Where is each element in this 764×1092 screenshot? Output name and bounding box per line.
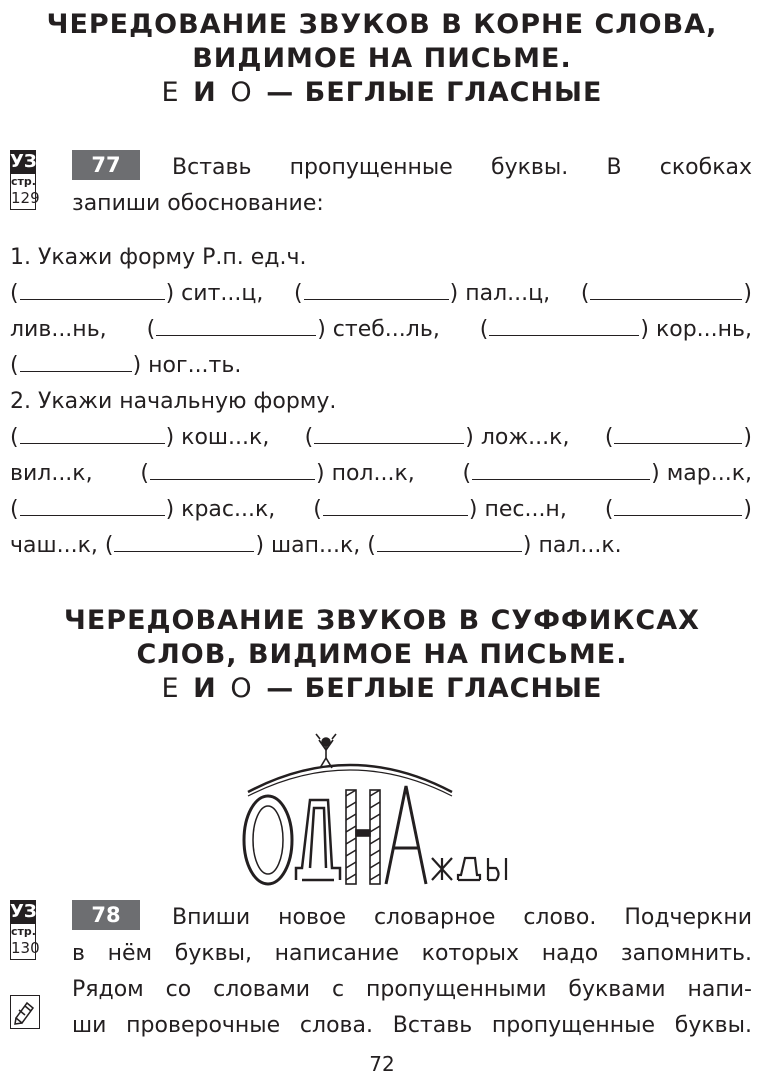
answer-row: ( ) сит...ц, ( ) пал...ц, ( ) [10,276,752,312]
part1-title: 1. Укажи форму Р.п. ед.ч. [10,245,307,270]
word: лож...к, [480,425,570,450]
answer-blank[interactable] [472,457,650,480]
vowel-o: О [230,77,255,108]
task-line: ши проверочные слова. Вставь пропущенные буквы. [72,1013,752,1038]
title-vowels-line [0,672,764,706]
answer-row: ( ) кош...к, ( ) лож...к, ( ) [10,420,752,456]
title-line: ЧЕРЕДОВАНИЕ ЗВУКОВ В КОРНЕ СЛОВА, [46,9,718,40]
answer-blank[interactable] [150,457,315,480]
textbook-page-ref [10,924,40,960]
word: ног...ть. [148,353,242,378]
word: кор...нь, [655,317,752,342]
answer-blank[interactable] [614,493,742,516]
answer-row: ( ) крас...к, ( ) пес...н, ( ) [10,492,752,528]
answer-blank[interactable] [20,421,165,444]
vowel-i: И [193,673,219,704]
word: мар...к, [666,461,753,486]
word: шап...к, [271,533,361,558]
answer-row: лив...нь, ( ) стеб...ль, ( ) кор...нь, [10,312,752,348]
page-ref-number: 130 [11,939,40,957]
answer-blank[interactable] [20,277,165,300]
answer-blank[interactable] [114,529,254,552]
answer-blank[interactable] [377,529,522,552]
task-line: запиши обоснование: [72,191,324,216]
answer-blank[interactable] [304,277,449,300]
page-ref-label: стр. [11,175,36,188]
word: кош...к, [181,425,270,450]
task-line: Впиши новое словарное слово. Подчеркни [172,905,752,930]
part2-title: 2. Укажи начальную форму. [10,389,337,414]
uz-badge: УЗ [10,901,37,922]
page-number: 72 [369,1052,395,1076]
title-line: ВИДИМОЕ НА ПИСЬМЕ. [192,43,572,74]
title-vowels-line [0,76,764,110]
title-rest: — БЕГЛЫЕ ГЛАСНЫЕ [266,77,603,108]
odnazhdy-word-illustration [230,730,530,890]
answer-blank[interactable] [20,493,165,516]
answer-row: чаш...к, ( ) шап...к, ( ) пал...к. [10,528,752,564]
exercise-77-sidebox [10,150,40,210]
exercise-77-task [72,150,752,222]
word: пал...ц, [465,281,551,306]
title-rest: — БЕГЛЫЕ ГЛАСНЫЕ [266,673,603,704]
uz-badge: УЗ [10,151,37,172]
task-line: Рядом со словами с пропущенными буквами напи- [72,977,752,1002]
vowel-e: Е [161,673,182,704]
exercise-78-sidebox [10,900,40,960]
answer-row: ( ) ног...ть. [10,348,752,384]
section-title-suffix-alternation [0,604,764,706]
page-ref-label: стр. [11,925,36,938]
vowel-e: Е [161,77,182,108]
word: пал...к. [538,533,622,558]
task-line: Вставь пропущенные буквы. В скобках [172,155,752,180]
exercise-number-77: 77 [72,150,140,180]
page-ref-number: 129 [11,189,40,207]
title-line: СЛОВ, ВИДИМОЕ НА ПИСЬМЕ. [136,639,628,670]
answer-blank[interactable] [489,313,639,336]
word: стеб...ль, [332,317,440,342]
answer-blank[interactable] [614,421,742,444]
pencil-icon [10,995,40,1029]
title-line: ЧЕРЕДОВАНИЕ ЗВУКОВ В СУФФИКСАХ [64,605,700,636]
exercise-78-task [72,900,752,1044]
section-title-root-alternation [0,8,764,110]
answer-blank[interactable] [20,349,132,372]
word: пол...к, [331,461,415,486]
vowel-i: И [193,77,219,108]
word: вил...к, [10,461,93,486]
textbook-page-ref [10,174,40,210]
word: лив...нь, [10,317,107,342]
word: сит...ц, [181,281,264,306]
word: пес...н, [484,497,567,522]
vowel-o: О [230,673,255,704]
word: чаш...к, [10,533,98,558]
answer-blank[interactable] [323,493,468,516]
word: крас...к, [181,497,276,522]
answer-row: вил...к, ( ) пол...к, ( ) мар...к, [10,456,752,492]
task-line: в нём буквы, написание которых надо запомнить. [72,941,752,966]
exercise-77-body [10,240,752,564]
answer-blank[interactable] [590,277,742,300]
answer-blank[interactable] [314,421,464,444]
answer-blank[interactable] [156,313,316,336]
exercise-number-78: 78 [72,900,140,930]
juggler-figure-icon [316,734,336,768]
